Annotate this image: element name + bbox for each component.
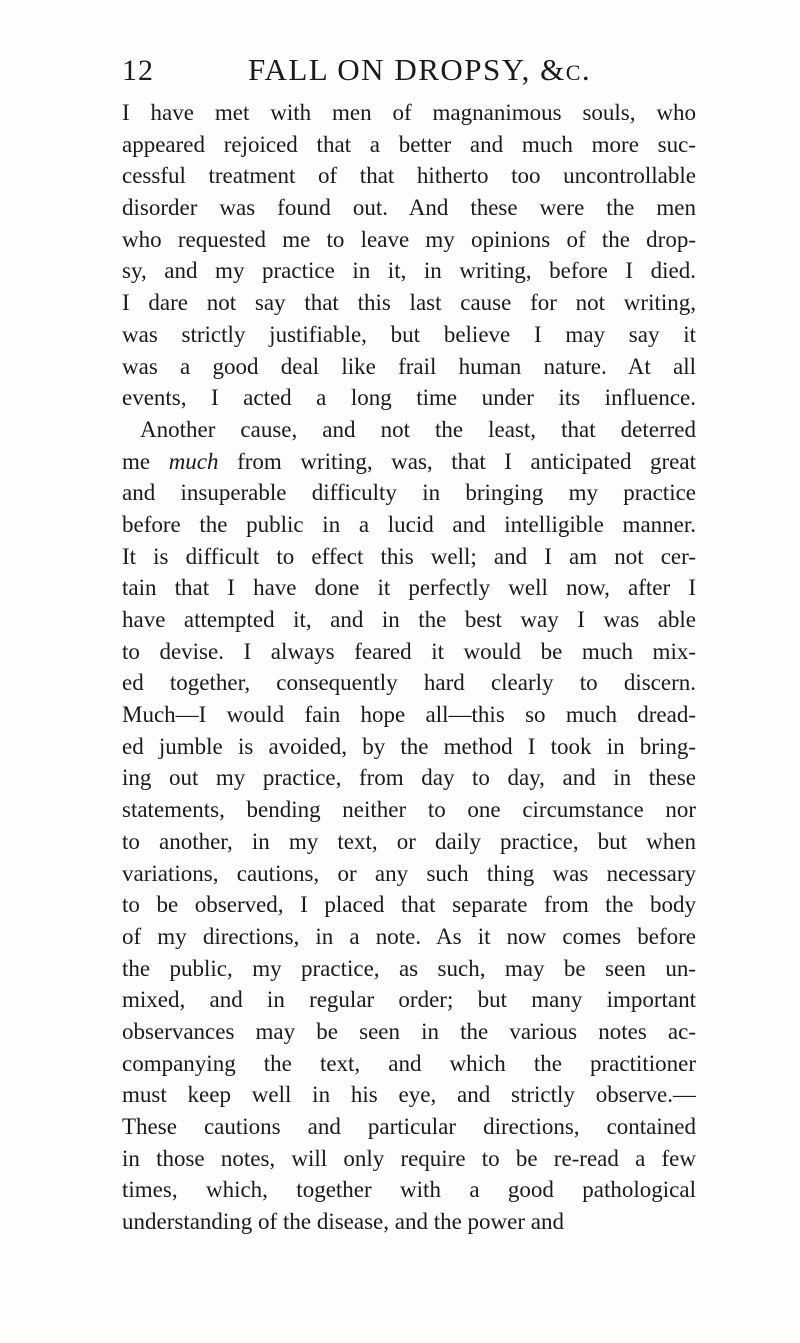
text-line [122,446,696,478]
text-line: appeared rejoiced that a better and much more suc- [122,131,696,157]
text-line: statements, bending neither to one circumstance nor [122,797,696,823]
text-line: disorder was found out. And these were the men [122,195,696,221]
text-line: to another, in my text, or daily practice, but when [122,828,696,854]
text-line: ed jumble is avoided, by the method I took in bring- [122,733,696,759]
text-line: Much—I would fain hope all—this so much dread- [122,702,696,728]
text-line: cessful treatment of that hitherto too uncontrollable [122,163,696,189]
text-line: ed together, consequently hard clearly to discern. [122,670,696,696]
text-line: variations, cautions, or any such thing was necessary [122,860,696,886]
text-line: times, which, together with a good pathological [122,1177,696,1203]
text-line: to be observed, I placed that separate from the body [122,892,696,918]
body-text [122,97,696,1238]
text-line: who requested me to leave my opinions of the drop- [122,226,696,252]
text-segment: from writing, was, that I anticipated great [218,448,696,474]
text-line: Another cause, and not the least, that deterred [140,416,696,442]
text-line: These cautions and particular directions, contained [122,1114,696,1139]
text-line: events, I acted a long time under its influence. [122,385,696,411]
text-line: the public, my practice, as such, may be seen un- [122,955,696,981]
text-line: to devise. I always feared it would be much mix- [122,638,696,664]
text-line: observances may be seen in the various notes ac- [122,1018,696,1044]
text-line: mixed, and in regular order; but many important [122,987,696,1013]
text-line: I have met with men of magnanimous souls, who [122,100,696,125]
text-line: of my directions, in a note. As it now comes before [122,923,696,949]
page-number: 12 [122,54,154,87]
text-line: and insuperable difficulty in bringing my practice [122,480,696,506]
text-segment: me [122,448,169,474]
text-line: must keep well in his eye, and strictly observe.— [122,1082,696,1108]
text-line: was strictly justifiable, but believe I may say it [122,321,696,347]
text-line: companying the text, and which the practitioner [122,1050,696,1076]
text-line: was a good deal like frail human nature. At all [122,353,696,379]
text-line: tain that I have done it perfectly well now, after I [122,575,696,601]
text-line: before the public in a lucid and intelligible manner. [122,511,696,537]
text-line: understanding of the disease, and the power and [122,1209,564,1235]
text-line: have attempted it, and in the best way I was able [122,607,696,632]
running-head-title: FALL ON DROPSY, &c. [248,52,592,87]
text-line: in those notes, will only require to be re-read a few [122,1145,696,1171]
text-line: ing out my practice, from day to day, and in these [122,765,696,791]
text-line: It is difficult to effect this well; and I am not cer- [122,543,696,569]
text-line: I dare not say that this last cause for not writing, [122,290,696,316]
running-head [122,48,692,92]
text-line: sy, and my practice in it, in writing, before I died. [122,258,696,284]
emphasis: much [168,448,219,474]
